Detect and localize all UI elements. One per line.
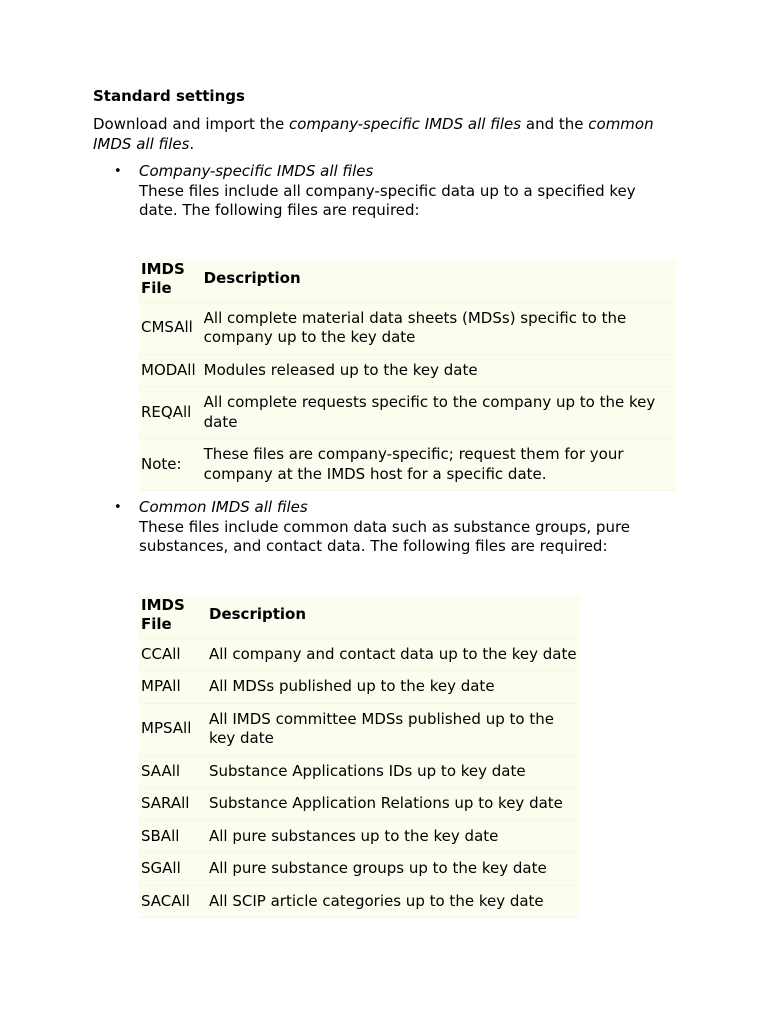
table-cell-file: MPAll [139, 671, 207, 704]
table-cell-description: Substance Application Relations up to key date [207, 788, 580, 821]
intro-emphasis-company: company-specific IMDS all files [289, 115, 522, 133]
table-cell-description: All pure substances up to the key date [207, 820, 580, 853]
table-cell-file: REQAll [139, 387, 202, 439]
list-item-title: Company-specific IMDS all files [139, 162, 374, 180]
list-item-common [93, 498, 693, 918]
list-item-description: These files include common data such as substance groups, pure substances, and contact data. The following files are required: [139, 517, 631, 555]
table-row [139, 638, 580, 671]
list-item-description: These files include all company-specific data up to a specified key date. The following files are required: [139, 181, 636, 219]
company-files-table [139, 259, 676, 492]
table-row [139, 439, 676, 491]
table-row [139, 302, 676, 354]
table-cell-description: All complete requests specific to the company up to the key date [202, 387, 676, 439]
table-cell-file: SAAll [139, 755, 207, 788]
table-cell-description: All SCIP article categories up to the key date [207, 885, 580, 918]
table-cell-file: Note: [139, 439, 202, 491]
table-row [139, 788, 580, 821]
table-cell-description: All complete material data sheets (MDSs) specific to the company up to the key date [202, 302, 676, 354]
bullet-icon: • [114, 500, 122, 515]
bullet-icon: • [114, 164, 122, 179]
table-cell-description: All MDSs published up to the key date [207, 671, 580, 704]
column-header-description: Description [207, 595, 580, 639]
column-header-file: IMDS File [139, 595, 207, 639]
table-cell-file: SBAll [139, 820, 207, 853]
table-cell-file: CCAll [139, 638, 207, 671]
column-header-description: Description [202, 259, 676, 303]
table-cell-description: Substance Applications IDs up to key date [207, 755, 580, 788]
table-cell-file: SACAll [139, 885, 207, 918]
column-header-file: IMDS File [139, 259, 202, 303]
table-row [139, 671, 580, 704]
intro-text-2: and the [521, 115, 589, 133]
table-cell-description: All pure substance groups up to the key date [207, 853, 580, 886]
table-cell-file: CMSAll [139, 302, 202, 354]
table-row [139, 755, 580, 788]
table-cell-description: All IMDS committee MDSs published up to the key date [207, 703, 580, 755]
table-cell-file: MPSAll [139, 703, 207, 755]
intro-text-1: Download and import the [93, 115, 289, 133]
common-files-table [139, 595, 580, 919]
table-header-row [139, 259, 676, 303]
table-cell-description: All company and contact data up to the key date [207, 638, 580, 671]
list-item-company-specific [93, 162, 693, 492]
table-row [139, 885, 580, 918]
list-item-title: Common IMDS all files [139, 498, 308, 516]
table-cell-description: Modules released up to the key date [202, 354, 676, 387]
table-row [139, 853, 580, 886]
intro-paragraph [93, 115, 683, 154]
table-cell-file: SARAll [139, 788, 207, 821]
intro-emphasis-common: common IMDS all files [93, 115, 654, 153]
intro-text-3: . [189, 134, 195, 153]
table-cell-file: SGAll [139, 853, 207, 886]
file-sets-list [93, 162, 693, 918]
table-row [139, 354, 676, 387]
table-row [139, 387, 676, 439]
table-row [139, 820, 580, 853]
document-body [93, 86, 693, 918]
table-cell-file: MODAll [139, 354, 202, 387]
section-heading: Standard settings [93, 87, 245, 105]
table-cell-description: These files are company-specific; request them for your company at the IMDS host for a specific date. [202, 439, 676, 491]
table-header-row [139, 595, 580, 639]
table-row [139, 703, 580, 755]
